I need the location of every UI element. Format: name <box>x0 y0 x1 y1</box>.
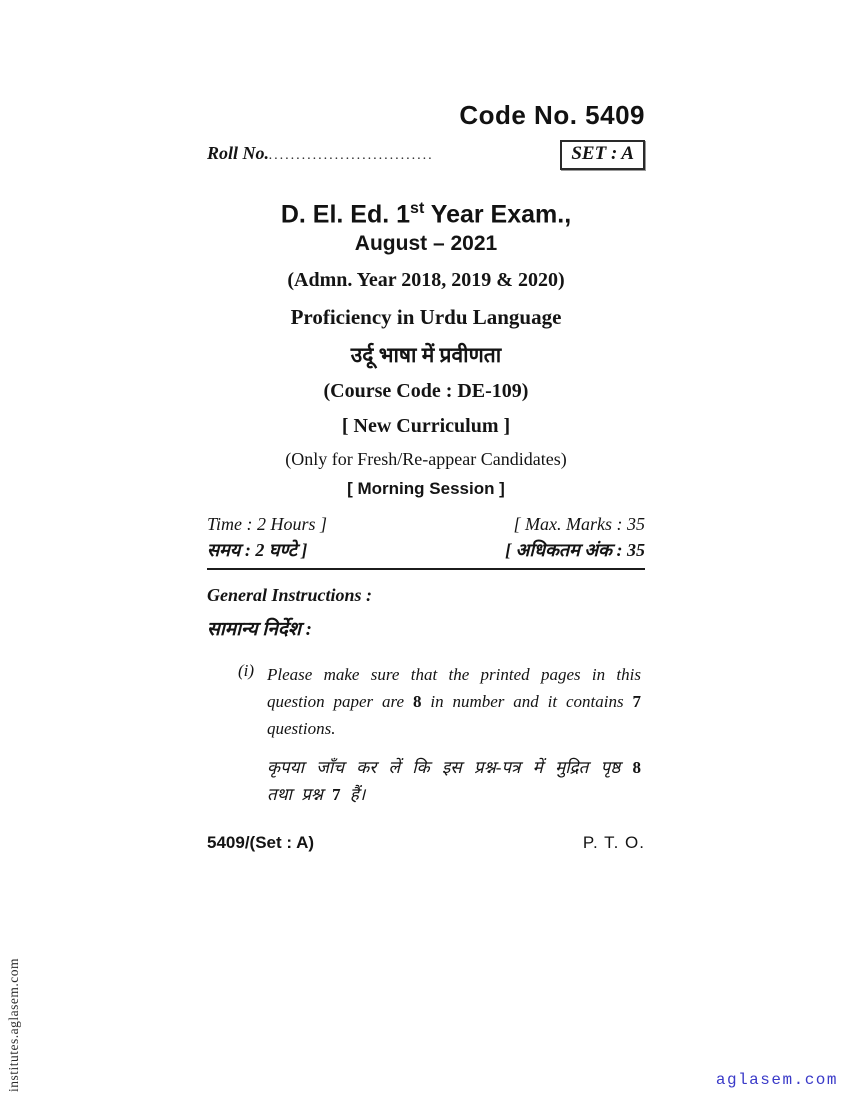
exam-date: August – 2021 <box>354 232 498 256</box>
max-marks-english: [ Max. Marks : 35 <box>513 514 645 535</box>
instruction-en-part3: questions. <box>267 718 336 738</box>
max-marks-hindi: [ अधिकतम अंक : 35 <box>505 540 645 561</box>
instruction-item-1 <box>238 660 641 809</box>
roll-no-field <box>207 140 434 164</box>
exam-title-pre: D. El. Ed. 1 <box>280 200 411 229</box>
roll-no-dotted-line: .............................. <box>269 148 435 163</box>
general-instructions-heading-hindi: सामान्य निर्देश : <box>207 618 312 640</box>
instruction-hi-questions-count: 7 <box>332 785 341 805</box>
time-marks-block <box>207 511 645 569</box>
instruction-hi-part2: तथा प्रश्न <box>267 785 333 805</box>
left-vertical-watermark: institutes.aglasem.com <box>6 958 21 1092</box>
time-label-english: Time : 2 Hours ] <box>207 514 328 535</box>
roll-set-row <box>207 140 645 170</box>
general-instructions-heading-english: General Instructions : <box>207 584 373 605</box>
subject-title-hindi: उर्दू भाषा में प्रवीणता <box>350 343 502 368</box>
instruction-en-questions-count: 7 <box>632 691 641 711</box>
session-line: [ Morning Session ] <box>347 479 505 499</box>
course-code-line: (Course Code : DE-109) <box>323 380 529 403</box>
instruction-en-part2: in number and it contains <box>421 691 633 711</box>
roll-no-label: Roll No. <box>207 143 270 163</box>
instruction-en-pages-count: 8 <box>412 691 422 711</box>
instruction-hi-part1: कृपया जाँच कर लें कि इस प्रश्न-पत्र में मुद्रित पृष्ठ <box>267 758 633 778</box>
exam-title <box>207 200 645 229</box>
time-label-hindi: समय : 2 घण्टे ] <box>207 540 308 561</box>
time-marks-row-hindi <box>207 537 645 563</box>
page-footer <box>207 833 645 853</box>
footer-pto: P. T. O. <box>582 833 645 853</box>
paper-content <box>207 0 645 853</box>
code-number: Code No. 5409 <box>459 100 645 130</box>
subject-title-english: Proficiency in Urdu Language <box>290 305 562 330</box>
instruction-text-hindi <box>267 754 641 808</box>
instruction-number: (i) <box>238 660 255 680</box>
candidates-note: (Only for Fresh/Re-appear Candidates) <box>285 449 567 470</box>
bottom-right-watermark: aglasem.com <box>715 1071 838 1089</box>
instruction-hi-part3: हैं। <box>340 785 366 805</box>
exam-title-ordinal: st <box>410 200 425 217</box>
instruction-text-english <box>267 661 641 743</box>
exam-title-post: Year Exam., <box>424 200 572 229</box>
instruction-hi-pages-count: 8 <box>632 758 641 778</box>
curriculum-line: [ New Curriculum ] <box>341 415 511 438</box>
footer-paper-code: 5409/(Set : A) <box>207 833 315 853</box>
time-marks-row-english <box>207 511 645 537</box>
set-badge: SET : A <box>560 140 645 170</box>
instruction-en-part1: Please make sure that the printed pages in this question paper are <box>267 664 641 711</box>
admission-year-line: (Admn. Year 2018, 2019 & 2020) <box>287 269 565 292</box>
